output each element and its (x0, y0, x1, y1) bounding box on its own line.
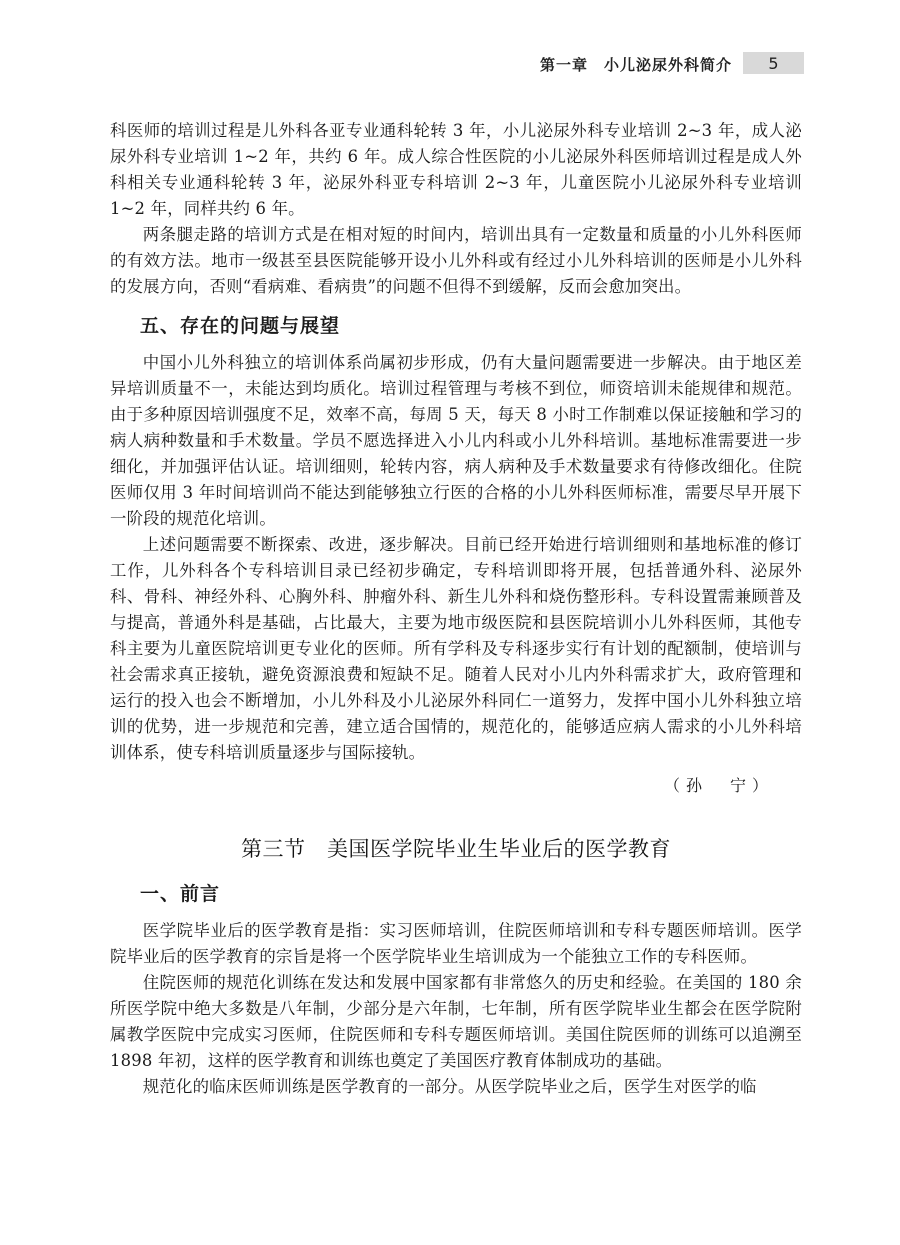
paragraph: 住院医师的规范化训练在发达和发展中国家都有非常悠久的历史和经验。在美国的 180 余所医学院中绝大多数是八年制，少部分是六年制，七年制，所有医学院毕业生都会在医学院附属教学医院中完成实习医师，住院医师和专科专题医师培训。美国住院医师的训练可以追溯至 1898 年初，这样的医学教育和训练也奠定了美国医疗教育体制成功的基础。 (110, 973, 802, 1070)
section-title: 第三节 美国医学院毕业生毕业后的医学教育 (241, 837, 671, 861)
author-signature: （孙 宁） (663, 776, 774, 795)
paragraph-continued: 科医师的培训过程是儿外科各亚专业通科轮转 3 年，小儿泌尿外科专业培训 2~3 年，成人泌尿外科专业培训 1~2 年，共约 6 年。成人综合性医院的小儿泌尿外科医师培训过程是成人外科相关专业通科轮转 3 年，泌尿外科亚专科培训 2~3 年，儿童医院小儿泌尿外科专业培训 1~2 年，同样共约 6 年。 (110, 121, 802, 218)
page-number-box (743, 52, 804, 74)
sub-heading-preface: 一、前言 (140, 883, 221, 905)
running-head-chapter-title: 第一章 小儿泌尿外科简介 (539, 56, 732, 74)
paragraph: 中国小儿外科独立的培训体系尚属初步形成，仍有大量问题需要进一步解决。由于地区差异培训质量不一，未能达到均质化。培训过程管理与考核不到位，师资培训未能规律和规范。由于多种原因培训强度不足，效率不高，每周 5 天，每天 8 小时工作制难以保证接触和学习的病人病种数量和手术数量。学员不愿选择进入小儿内科或小儿外科培训。基地标准需要进一步细化，并加强评估认证。培训细则，轮转内容，病人病种及手术数量要求有待修改细化。住院医师仅用 3 年时间培训尚不能达到能够独立行医的合格的小儿外科医师标准，需要尽早开展下一阶段的规范化培训。 (110, 353, 802, 528)
page-number: 5 (768, 54, 779, 73)
paragraph-truncated: 规范化的临床医师训练是医学教育的一部分。从医学院毕业之后，医学生对医学的临 (142, 1077, 757, 1096)
paragraph: 上述问题需要不断探索、改进，逐步解决。目前已经开始进行培训细则和基地标准的修订工作，儿外科各个专科培训目录已经初步确定，专科培训即将开展，包括普通外科、泌尿外科、骨科、神经外科、心胸外科、肿瘤外科、新生儿外科和烧伤整形科。专科设置需兼顾普及与提高，普通外科是基础，占比最大，主要为地市级医院和县医院培训小儿外科医师，其他专科主要为儿童医院培训更专业化的医师。所有学科及专科逐步实行有计划的配额制，使培训与社会需求真正接轨，避免资源浪费和短缺不足。随着人民对小儿内外科需求扩大，政府管理和运行的投入也会不断增加，小儿外科及小儿泌尿外科同仁一道努力，发挥中国小儿外科独立培训的优势，进一步规范和完善，建立适合国情的，规范化的，能够适应病人需求的小儿外科培训体系，使专科培训质量逐步与国际接轨。 (110, 535, 802, 762)
section-heading-problems-outlook: 五、存在的问题与展望 (140, 315, 341, 337)
paragraph: 两条腿走路的培训方式是在相对短的时间内，培训出具有一定数量和质量的小儿外科医师的有效方法。地市一级甚至县医院能够开设小儿外科或有经过小儿外科培训的医师是小儿外科的发展方向，否则“看病难、看病贵”的问题不但得不到缓解，反而会愈加突出。 (110, 225, 802, 296)
paragraph: 医学院毕业后的医学教育是指：实习医师培训，住院医师培训和专科专题医师培训。医学院毕业后的医学教育的宗旨是将一个医学院毕业生培训成为一个能独立工作的专科医师。 (110, 921, 802, 966)
page-body (110, 118, 802, 1100)
page-header (0, 52, 900, 76)
